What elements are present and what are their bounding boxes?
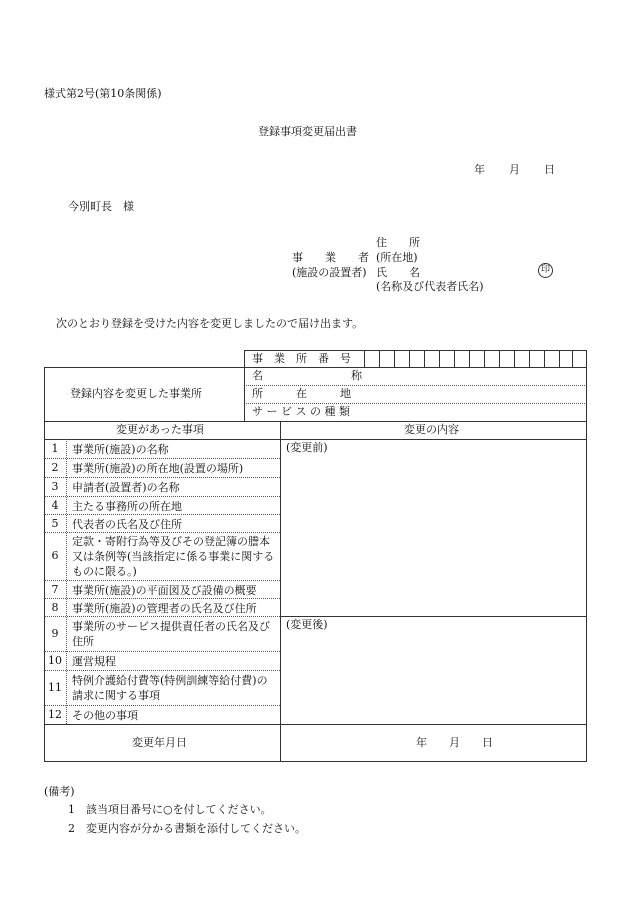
addressee: 今別町長 様 [68, 200, 134, 213]
item-text: 事業所(施設)の平面図及び設備の概要 [72, 584, 257, 597]
item-number: 12 [48, 708, 62, 721]
seal-mark: 印 [538, 263, 553, 278]
service-type-label: サ ー ビ ス の 種 類 [252, 405, 350, 418]
facility-label: (施設の設置者) [292, 266, 367, 279]
item-text: その他の事項 [72, 709, 138, 722]
document-title: 登録事項変更届出書 [258, 125, 357, 138]
change-table [44, 350, 587, 762]
content-header: 変更の内容 [404, 423, 459, 436]
item-text: 事業所(施設)の名称 [72, 443, 169, 456]
notes-heading: (備考) [44, 785, 75, 798]
office-number-label: 事 業 所 番 号 [252, 352, 351, 365]
item-number: 2 [51, 461, 59, 474]
item-number: 3 [51, 480, 59, 493]
item-number: 9 [51, 627, 59, 640]
operator-label: 事 業 者 [292, 251, 369, 264]
note-line: 2 変更内容が分かる書類を添付してください。 [68, 822, 306, 835]
change-date-value: 年 月 日 [416, 736, 493, 749]
intro-text: 次のとおり登録を受けた内容を変更しましたので届け出ます。 [56, 317, 364, 330]
item-number: 5 [51, 517, 59, 530]
item-text: 申請者(設置者)の名称 [72, 481, 180, 494]
name-label: 氏 名 [376, 266, 420, 279]
item-number: 1 [51, 442, 59, 455]
item-text: 事業所(施設)の管理者の氏名及び住所 [72, 602, 257, 615]
office-name-label: 名 称 [252, 369, 362, 382]
before-label: (変更前) [286, 441, 328, 454]
date-day-label: 日 [544, 163, 555, 176]
date-month-label: 月 [509, 163, 520, 176]
item-number: 7 [51, 583, 59, 596]
date-year-label: 年 [474, 163, 485, 176]
change-date-label: 変更年月日 [132, 736, 187, 749]
item-text: 代表者の氏名及び住所 [72, 518, 182, 531]
item-text: 特例介護給付費等(特例訓練等給付費)の請求に関する事項 [72, 674, 268, 702]
address-label: 住 所 [376, 236, 420, 249]
office-header: 登録内容を変更した事業所 [70, 387, 202, 400]
location-paren: (所在地) [376, 251, 418, 264]
item-number: 6 [51, 549, 59, 562]
item-text: 事業所のサービス提供責任者の氏名及び住所 [72, 620, 270, 648]
item-number: 10 [48, 654, 62, 667]
item-text: 主たる事務所の所在地 [72, 500, 182, 513]
name-note: (名称及び代表者氏名) [376, 280, 484, 293]
item-text: 運営規程 [72, 655, 116, 668]
item-number: 4 [51, 499, 59, 512]
office-location-label: 所 在 地 [252, 387, 351, 400]
note-line: 1 該当項目番号に○を付してください。 [68, 803, 272, 816]
item-number: 8 [51, 601, 59, 614]
item-number: 11 [48, 681, 62, 694]
item-text: 事業所(施設)の所在地(設置の場所) [72, 462, 244, 475]
after-label: (変更後) [286, 618, 328, 631]
items-header: 変更があった事項 [116, 423, 204, 436]
item-text: 定款・寄附行為等及びその登記簿の謄本又は条例等(当該指定に係る事業に関するものに限る。) [72, 535, 275, 578]
form-reference: 様式第2号(第10条関係) [44, 87, 162, 100]
